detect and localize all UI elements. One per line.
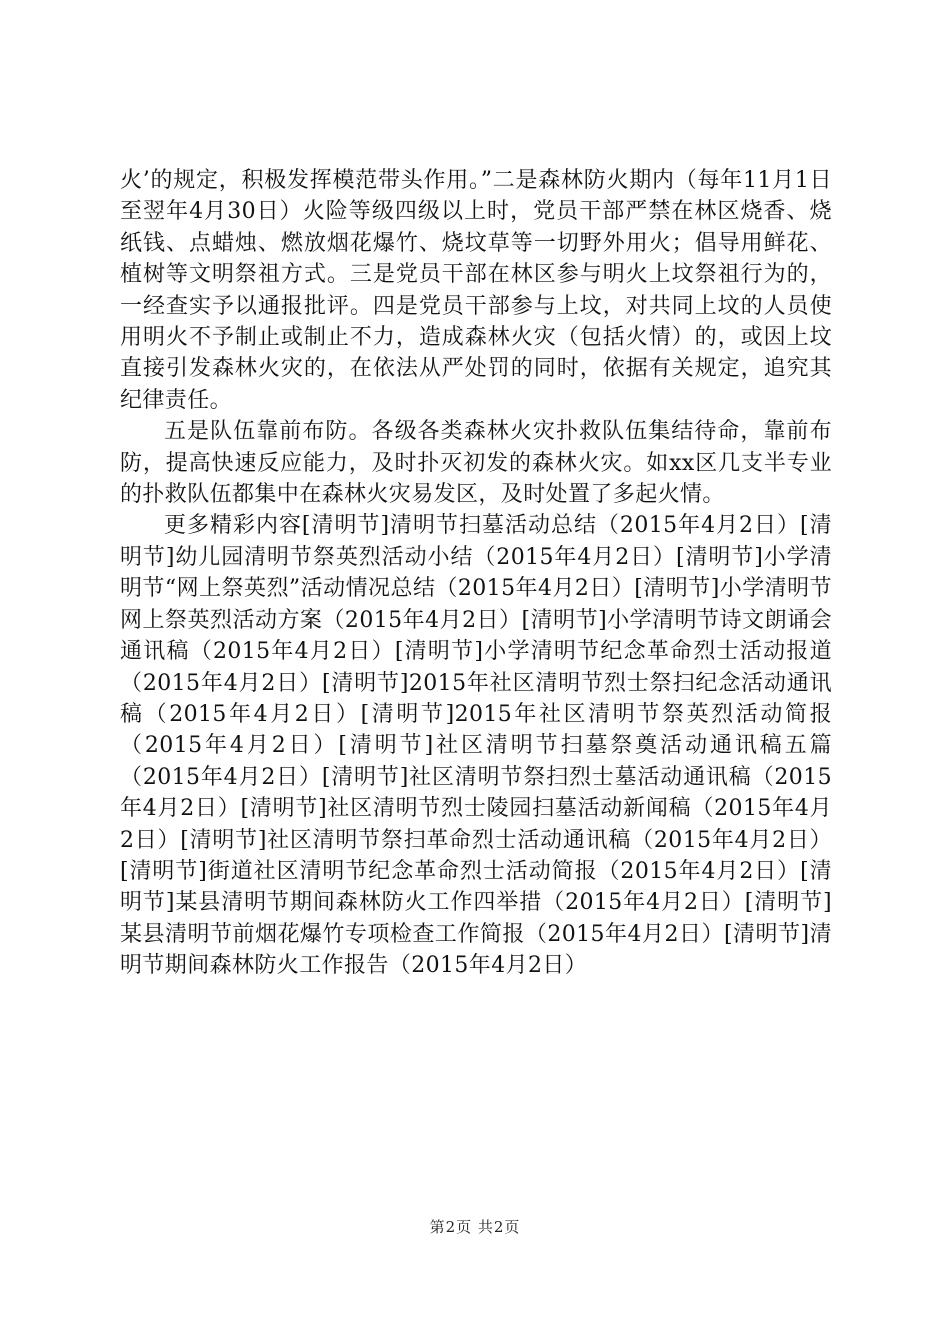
paragraph-more-content-links: 更多精彩内容[清明节]清明节扫墓活动总结（2015年4月2日）[清明节]幼儿园清明节祭英烈活动小结（2015年4月2日）[清明节]小学清明节“网上祭英烈”活动情况总结（2015年4月2日）[清明节]小学清明节网上祭英烈活动方案（2015年4月2日）[清明节]小学清明节诗文朗诵会通讯稿（2015年4月2日）[清明节]小学清明节纪念革命烈士活动报道（2015年4月2日）[清明节]2015年社区清明节烈士祭扫纪念活动通讯稿（2015年4月2日）[清明节]2015年社区清明节祭英烈活动简报（2015年4月2日）[清明节]社区清明节扫墓祭奠活动通讯稿五篇（2015年4月2日）[清明节]社区清明节祭扫烈士墓活动通讯稿（2015年4月2日）[清明节]社区清明节烈士陵园扫墓活动新闻稿（2015年4月2日）[清明节]社区清明节祭扫革命烈士活动通讯稿（2015年4月2日）[清明节]街道社区清明节纪念革命烈士活动简报（2015年4月2日）[清明节]某县清明节期间森林防火工作四举措（2015年4月2日）[清明节]某县清明节前烟花爆竹专项检查工作简报（2015年4月2日）[清明节]清明节期间森林防火工作报告（2015年4月2日） — [120, 513, 832, 979]
page-footer: 第2页 共2页 — [429, 1218, 521, 1236]
paragraph-discipline-rules: 火’的规定，积极发挥模范带头作用。”二是森林防火期内（每年11月1日至翌年4月30日）火险等级四级以上时，党员干部严禁在林区烧香、烧纸钱、点蜡烛、燃放烟花爆竹、烧坟草等一切野外用火；倡导用鲜花、植树等文明祭祖方式。三是党员干部在林区参与明火上坟祭祖行为的，一经查实予以通报批评。四是党员干部参与上坟，对共同上坟的人员使用明火不予制止或制止不力，造成森林火灾（包括火情）的，或因上坟直接引发森林火灾的，在依法从严处罚的同时，依据有关规定，追究其纪律责任。 — [120, 168, 832, 413]
document-body — [120, 165, 832, 982]
paragraph-team-deployment: 五是队伍靠前布防。各级各类森林火灾扑救队伍集结待命，靠前布防，提高快速反应能力，及时扑灭初发的森林火灾。如xx区几支半专业的扑救队伍都集中在森林火灾易发区，及时处置了多起火情。 — [120, 419, 832, 508]
